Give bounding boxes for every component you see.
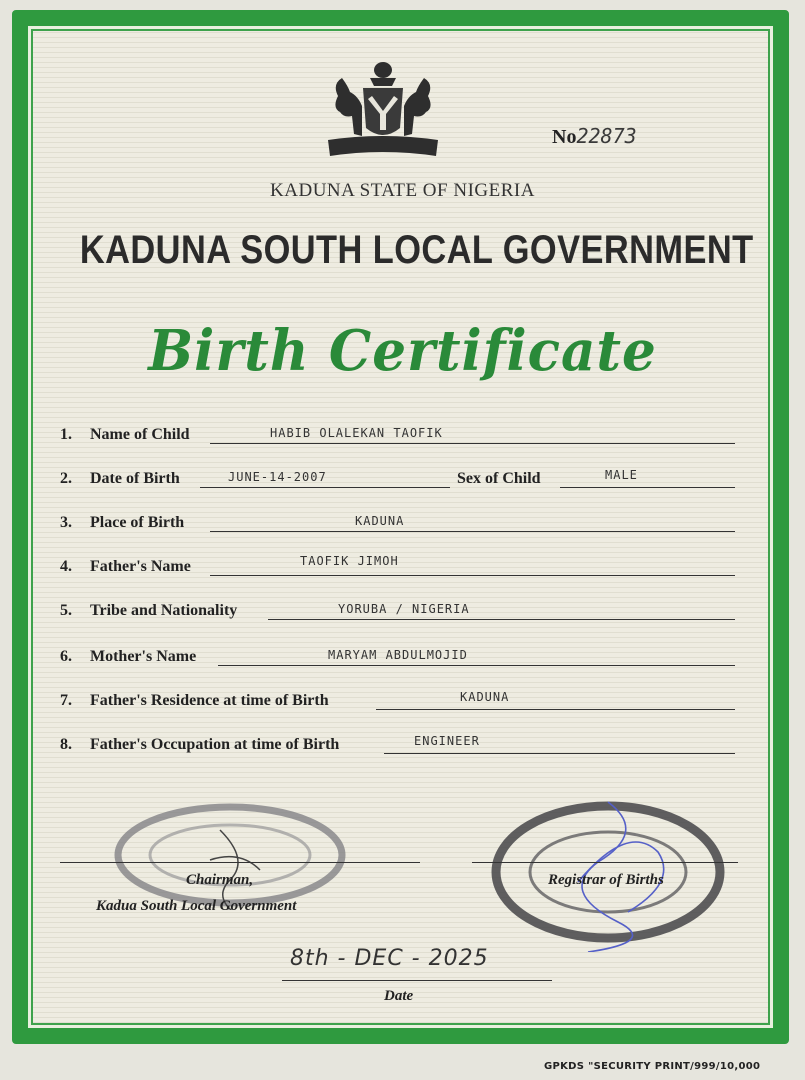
value-date-of-birth: JUNE-14-2007 [228,470,327,484]
field-fathers-name: 4. Father's Name TAOFIK JIMOH [60,550,740,576]
field-mothers-name: 6. Mother's Name MARYAM ABDULMOJID [60,640,740,666]
serial-number: No22873 [552,124,637,148]
value-name-of-child: HABIB OLALEKAN TAOFIK [270,426,443,440]
value-tribe-nationality: YORUBA / NIGERIA [338,602,470,616]
chairman-subtitle: Kadua South Local Government [96,898,297,914]
security-print-footer: GPKDS "SECURITY PRINT/999/10,000 [544,1061,761,1072]
value-mothers-name: MARYAM ABDULMOJID [328,648,468,662]
certificate-title: Birth Certificate [148,318,657,384]
field-fathers-residence: 7. Father's Residence at time of Birth KADUNA [60,684,740,710]
state-line: KADUNA STATE OF NIGERIA [270,180,535,201]
registrar-title: Registrar of Births [548,872,664,888]
field-fathers-occupation: 8. Father's Occupation at time of Birth ENGINEER [60,728,740,754]
value-place-of-birth: KADUNA [355,514,405,528]
chairman-title: Chairman, [186,872,254,888]
field-name-of-child: 1. Name of Child HABIB OLALEKAN TAOFIK [60,418,740,444]
value-fathers-residence: KADUNA [460,690,510,704]
field-tribe-nationality: 5. Tribe and Nationality YORUBA / NIGERIA [60,594,740,620]
value-fathers-occupation: ENGINEER [414,734,480,748]
handwritten-date: 8th - DEC - 2025 [290,946,489,971]
lga-heading: KADUNA SOUTH LOCAL GOVERNMENT [79,228,754,272]
date-label: Date [384,988,414,1004]
chairman-stamp [110,800,350,910]
field-place-of-birth: 3. Place of Birth KADUNA [60,506,740,532]
chairman-signature-line [60,862,420,863]
value-fathers-name: TAOFIK JIMOH [300,554,399,568]
value-sex-of-child: MALE [605,468,638,482]
coat-of-arms-icon [318,56,448,164]
registrar-signature-line [472,862,738,863]
field-date-of-birth: 2. Date of Birth JUNE-14-2007 Sex of Child MALE [60,462,740,488]
label-sex-of-child: Sex of Child [457,470,541,487]
date-line [282,980,552,981]
